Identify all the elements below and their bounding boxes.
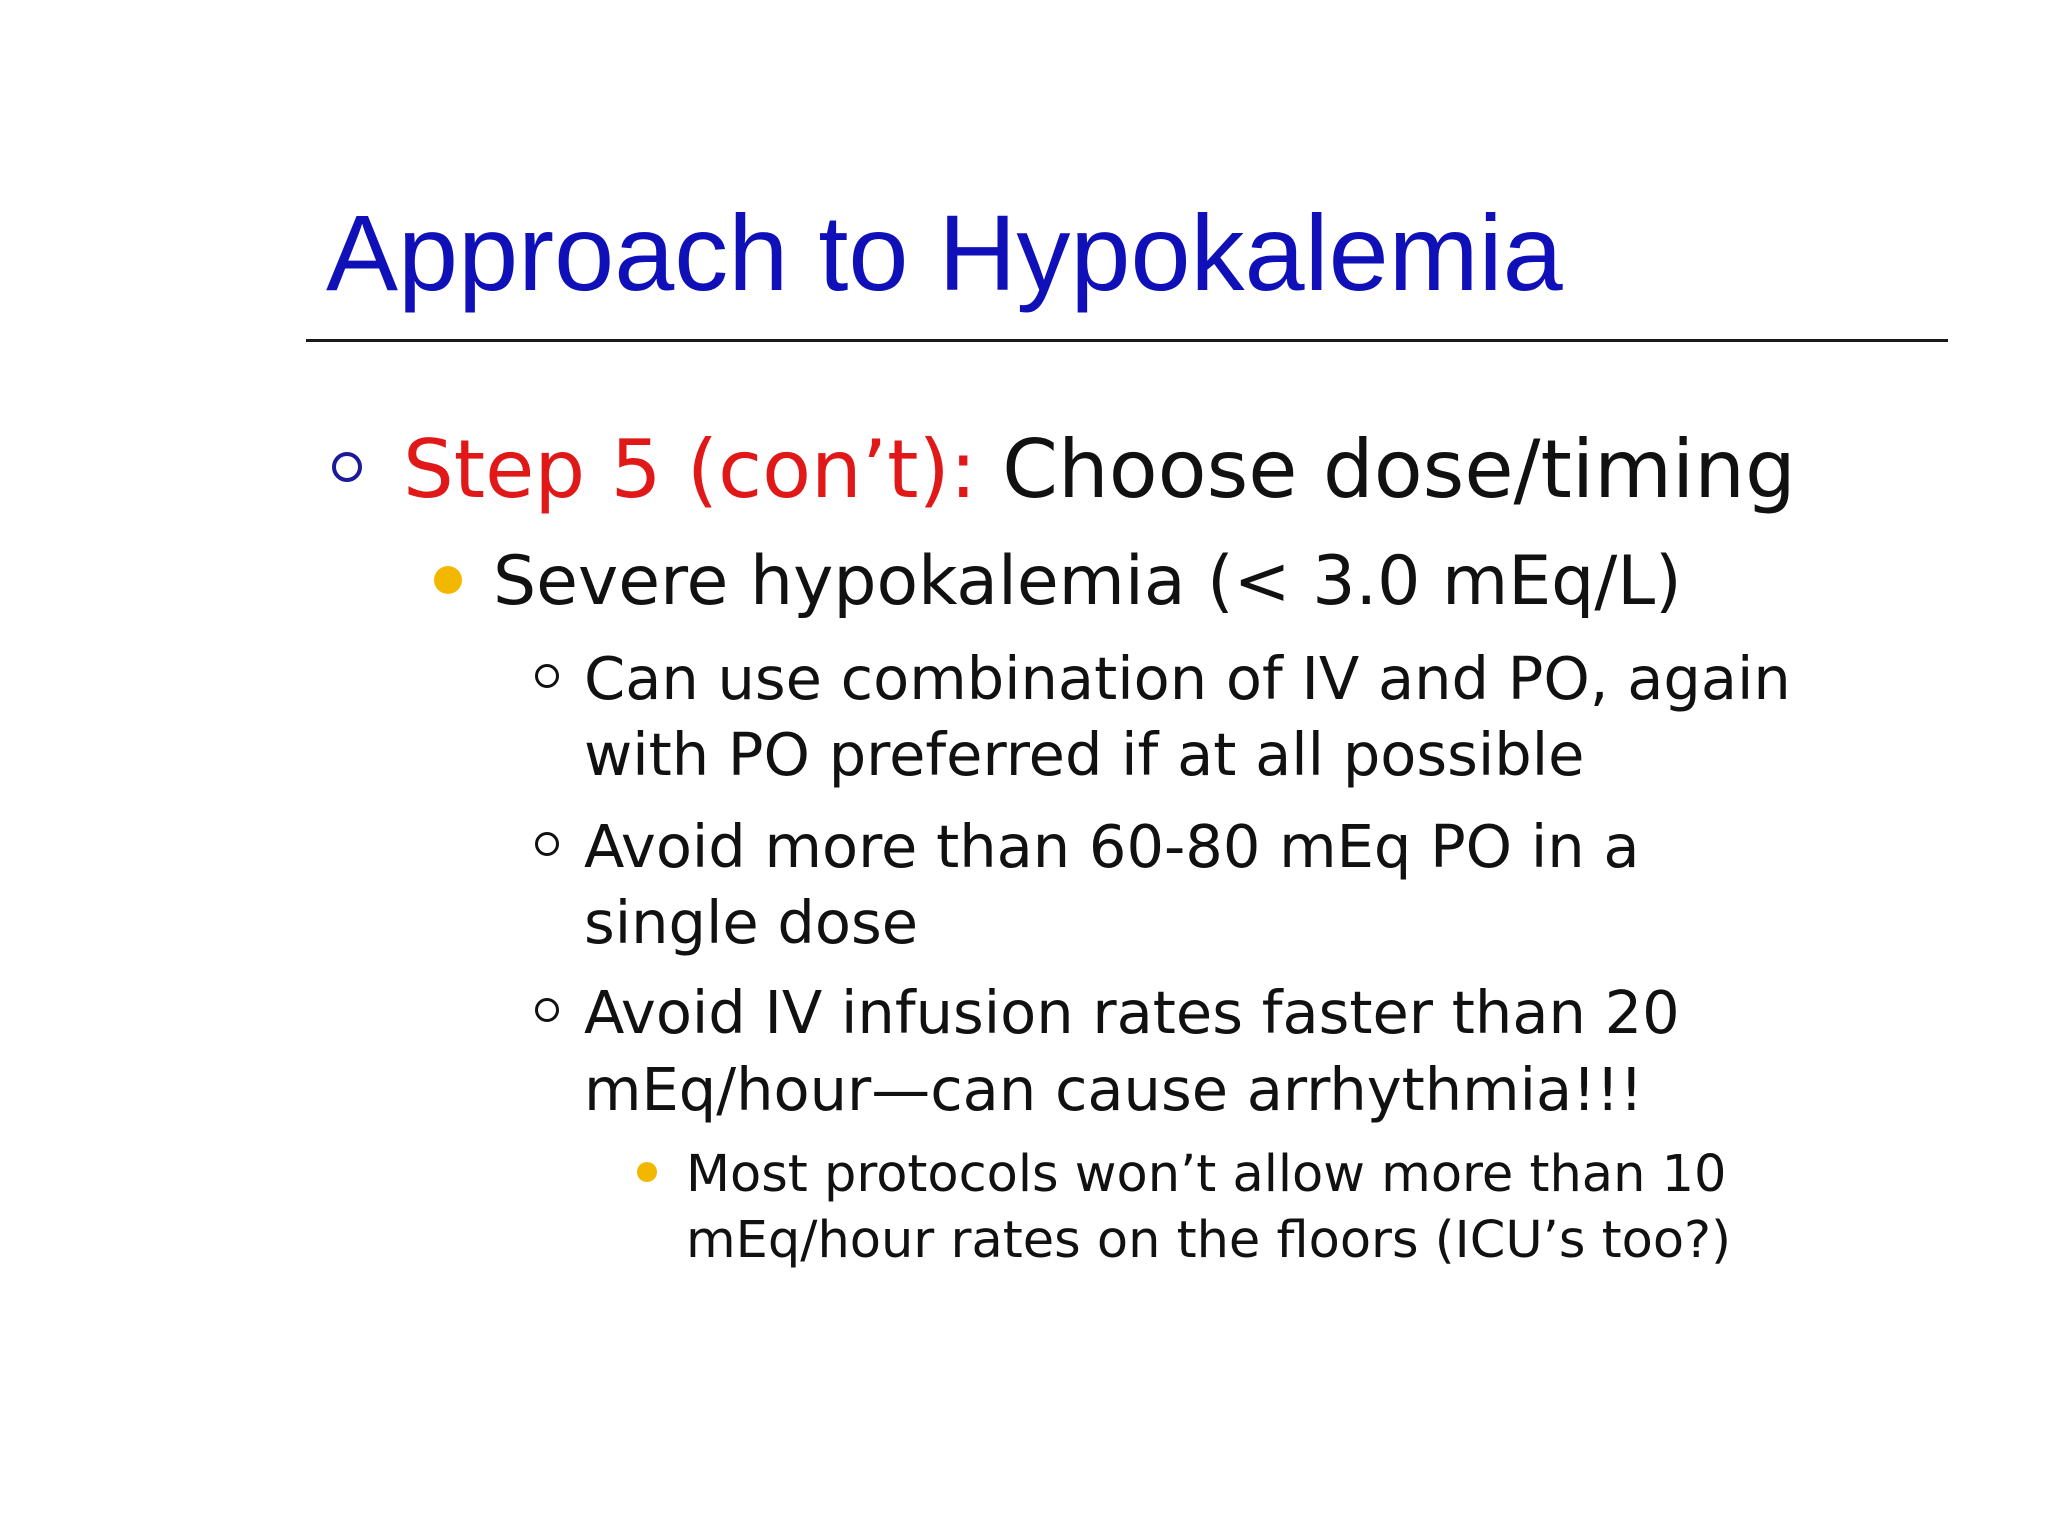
bullet-level4-line-2: mEq/hour rates on the floors (ICU’s too?) bbox=[686, 1211, 1732, 1270]
step-description: Choose dose/timing bbox=[976, 423, 1796, 516]
hollow-circle-bullet-icon bbox=[332, 452, 362, 482]
slide-title: Approach to Hypokalemia bbox=[326, 192, 1563, 313]
bullet-level3-item-1-line-1: Can use combination of IV and PO, again bbox=[584, 644, 1791, 713]
yellow-dot-bullet-icon bbox=[434, 566, 462, 594]
bullet-level1 bbox=[403, 420, 1796, 520]
bullet-level2: Severe hypokalemia (< 3.0 mEq/L) bbox=[493, 542, 1682, 621]
step-label: Step 5 (con’t): bbox=[403, 423, 977, 516]
bullet-level3-item-2-line-2: single dose bbox=[584, 888, 919, 957]
hollow-circle-bullet-icon bbox=[535, 832, 559, 856]
hollow-circle-bullet-icon bbox=[535, 664, 559, 688]
title-divider bbox=[306, 339, 1948, 342]
bullet-level3-item-3-line-2: mEq/hour—can cause arrhythmia!!! bbox=[584, 1055, 1644, 1124]
bullet-level3-item-3-line-1: Avoid IV infusion rates faster than 20 bbox=[584, 978, 1680, 1047]
yellow-dot-bullet-icon bbox=[637, 1162, 657, 1182]
bullet-level3-item-1-line-2: with PO preferred if at all possible bbox=[584, 720, 1585, 789]
bullet-level4-line-1: Most protocols won’t allow more than 10 bbox=[686, 1145, 1727, 1204]
hollow-circle-bullet-icon bbox=[535, 998, 559, 1022]
bullet-level3-item-2-line-1: Avoid more than 60-80 mEq PO in a bbox=[584, 812, 1640, 881]
